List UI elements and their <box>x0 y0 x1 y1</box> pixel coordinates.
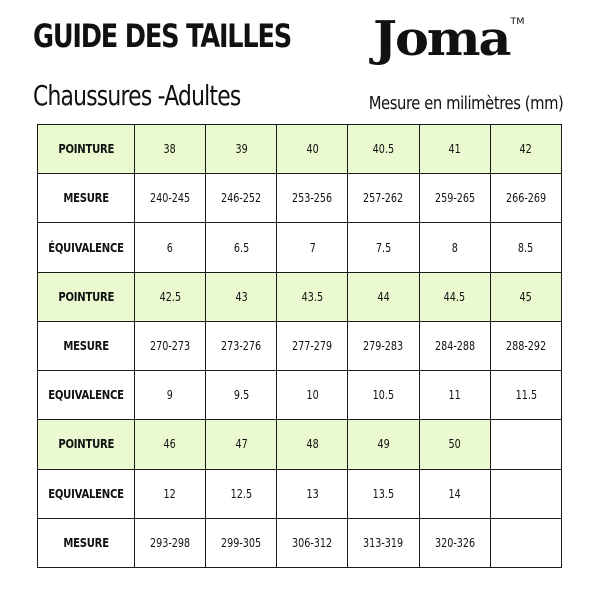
size-value: 13.5 <box>372 486 395 501</box>
size-row-pointure <box>38 125 562 174</box>
size-row-equivalence <box>38 469 562 518</box>
size-cell <box>490 272 561 321</box>
size-cell <box>490 174 561 223</box>
size-value: 6.5 <box>233 240 249 255</box>
size-value: 299-305 <box>221 535 262 550</box>
size-cell <box>135 518 206 567</box>
size-cell <box>206 518 277 567</box>
size-cell <box>206 420 277 469</box>
size-value: 9.5 <box>233 388 249 403</box>
row-header <box>38 321 135 370</box>
page-title: GUIDE DES TAILLES <box>33 17 292 55</box>
size-row-mesure <box>38 321 562 370</box>
size-value: 40 <box>306 142 319 157</box>
size-value: 43 <box>235 289 248 304</box>
size-cell <box>419 371 490 420</box>
row-header-label: POINTURE <box>58 289 114 304</box>
size-cell <box>206 469 277 518</box>
size-cell <box>135 371 206 420</box>
size-value: 12.5 <box>230 486 252 501</box>
size-value: 44 <box>377 289 390 304</box>
size-value: 6 <box>167 240 174 255</box>
size-cell <box>419 125 490 174</box>
size-row-mesure <box>38 518 562 567</box>
size-value: 266-269 <box>505 191 546 206</box>
size-row-pointure <box>38 272 562 321</box>
size-cell <box>135 420 206 469</box>
size-cell <box>490 125 561 174</box>
size-value: 270-273 <box>150 338 191 353</box>
size-value: 47 <box>235 437 248 452</box>
size-value: 12 <box>163 486 177 501</box>
empty-cell <box>490 469 561 518</box>
size-cell <box>419 272 490 321</box>
size-value: 273-276 <box>221 338 262 353</box>
size-value: 246-252 <box>221 191 262 206</box>
size-value: 313-319 <box>363 535 404 550</box>
trademark-mark: TM <box>510 17 525 27</box>
size-value: 10 <box>306 388 319 403</box>
size-cell <box>277 321 348 370</box>
size-value: 306-312 <box>292 535 333 550</box>
row-header-label: MESURE <box>63 338 109 353</box>
size-value: 9 <box>167 388 174 403</box>
joma-logo <box>373 11 525 67</box>
size-cell <box>419 321 490 370</box>
row-header-label: EQUIVALENCE <box>48 486 124 501</box>
row-header <box>38 125 135 174</box>
row-header <box>38 371 135 420</box>
size-cell <box>277 469 348 518</box>
size-cell <box>277 371 348 420</box>
row-header <box>38 420 135 469</box>
size-value: 49 <box>377 437 390 452</box>
row-header-label: MESURE <box>63 191 109 206</box>
size-cell <box>419 420 490 469</box>
size-value: 253-256 <box>292 191 333 206</box>
size-value: 7 <box>309 240 316 255</box>
size-value: 50 <box>448 437 461 452</box>
size-value: 38 <box>163 142 177 157</box>
size-cell <box>135 174 206 223</box>
page-subtitle: Chaussures -Adultes <box>33 79 241 112</box>
row-header-label: EQUIVALENCE <box>48 388 124 403</box>
size-value: 8 <box>451 240 458 255</box>
size-cell <box>135 321 206 370</box>
row-header <box>38 272 135 321</box>
row-header-label: POINTURE <box>58 142 114 157</box>
size-cell <box>135 469 206 518</box>
size-cell <box>348 125 419 174</box>
row-header <box>38 223 135 272</box>
size-value: 320-326 <box>434 535 475 550</box>
size-value: 259-265 <box>434 191 475 206</box>
size-cell <box>277 223 348 272</box>
empty-cell <box>490 420 561 469</box>
size-chart-table <box>37 124 562 568</box>
size-value: 293-298 <box>150 535 191 550</box>
size-cell <box>348 174 419 223</box>
size-value: 257-262 <box>363 191 404 206</box>
size-cell <box>135 125 206 174</box>
size-chart-body <box>38 125 562 568</box>
row-header-label: POINTURE <box>58 437 114 452</box>
size-value: 44.5 <box>444 289 466 304</box>
size-cell <box>277 272 348 321</box>
size-cell <box>348 469 419 518</box>
size-cell <box>419 518 490 567</box>
size-cell <box>277 125 348 174</box>
size-cell <box>419 223 490 272</box>
size-value: 41 <box>448 142 461 157</box>
size-cell <box>348 272 419 321</box>
size-value: 39 <box>235 142 248 157</box>
size-cell <box>277 174 348 223</box>
size-cell <box>348 371 419 420</box>
logo-wordmark: Joma <box>373 11 510 67</box>
size-cell <box>419 469 490 518</box>
size-cell <box>206 272 277 321</box>
unit-note: Mesure en milimètres (mm) <box>368 93 563 114</box>
size-cell <box>490 321 561 370</box>
size-value: 284-288 <box>434 338 475 353</box>
row-header-label: MESURE <box>63 535 109 550</box>
size-cell <box>490 223 561 272</box>
size-cell <box>277 518 348 567</box>
size-value: 11 <box>448 388 461 403</box>
size-value: 8.5 <box>518 240 534 255</box>
size-cell <box>206 125 277 174</box>
size-cell <box>206 321 277 370</box>
size-cell <box>348 420 419 469</box>
size-value: 14 <box>448 486 461 501</box>
size-value: 7.5 <box>375 240 392 255</box>
size-cell <box>206 371 277 420</box>
size-value: 42 <box>519 142 533 157</box>
size-cell <box>206 223 277 272</box>
size-value: 42.5 <box>159 289 181 304</box>
size-cell <box>277 420 348 469</box>
size-value: 11.5 <box>515 388 537 403</box>
size-cell <box>348 223 419 272</box>
size-value: 43.5 <box>301 289 324 304</box>
row-header <box>38 518 135 567</box>
size-cell <box>206 174 277 223</box>
size-value: 279-283 <box>363 338 404 353</box>
empty-cell <box>490 518 561 567</box>
size-value: 45 <box>519 289 533 304</box>
size-value: 46 <box>163 437 177 452</box>
size-cell <box>135 223 206 272</box>
size-value: 288-292 <box>505 338 546 353</box>
size-cell <box>348 518 419 567</box>
size-value: 10.5 <box>372 388 395 403</box>
size-row-equivalence <box>38 371 562 420</box>
size-cell <box>419 174 490 223</box>
size-row-pointure <box>38 420 562 469</box>
size-value: 40.5 <box>372 142 395 157</box>
row-header-label: ÉQUIVALENCE <box>48 240 124 255</box>
size-cell <box>490 371 561 420</box>
size-row-mesure <box>38 174 562 223</box>
size-value: 48 <box>306 437 319 452</box>
row-header <box>38 174 135 223</box>
size-value: 13 <box>306 486 319 501</box>
row-header <box>38 469 135 518</box>
size-cell <box>348 321 419 370</box>
size-value: 240-245 <box>150 191 191 206</box>
size-cell <box>135 272 206 321</box>
size-value: 277-279 <box>292 338 333 353</box>
size-row-equivalence <box>38 223 562 272</box>
